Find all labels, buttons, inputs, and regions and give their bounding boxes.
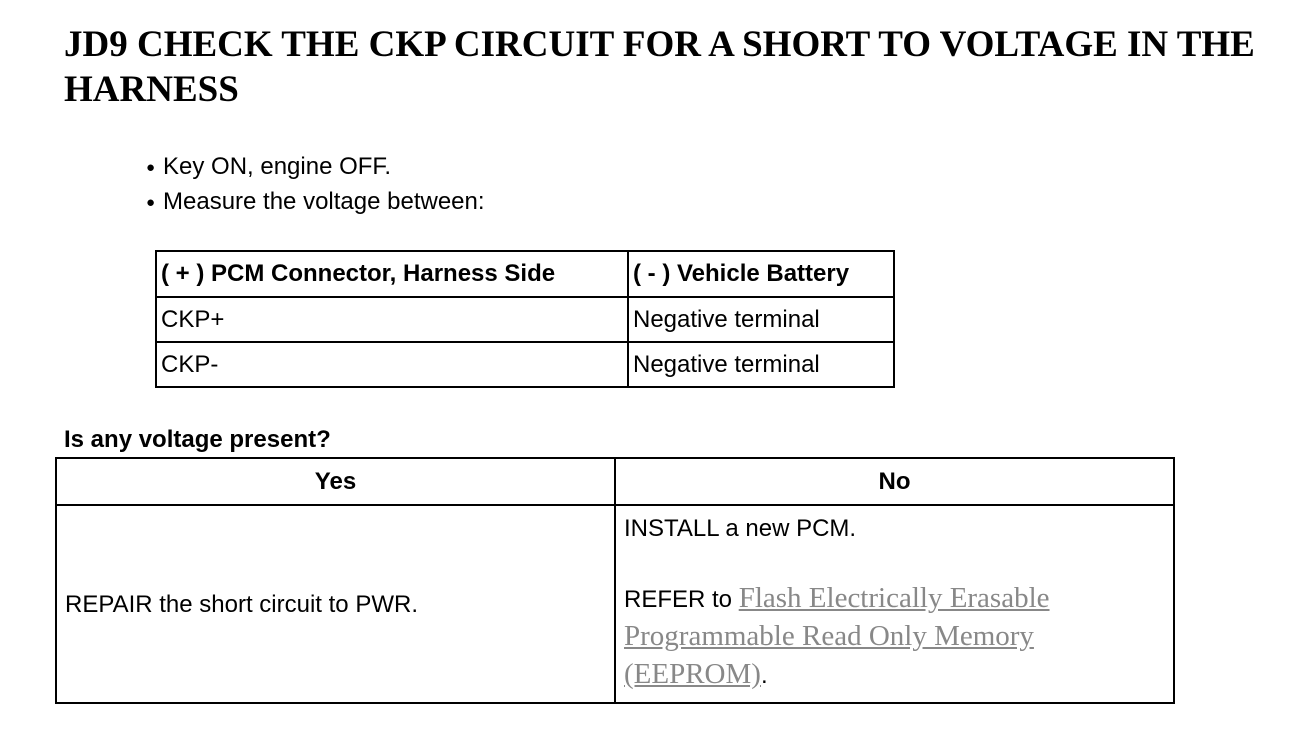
table-cell: CKP-: [156, 342, 628, 387]
step-text: Measure the voltage between:: [163, 188, 485, 215]
column-header: ( + ) PCM Connector, Harness Side: [156, 251, 628, 297]
bullet-icon: ●: [146, 159, 156, 176]
question-label: Is any voltage present?: [64, 426, 331, 453]
install-instruction: INSTALL a new PCM.: [624, 515, 857, 542]
table-cell: CKP+: [156, 297, 628, 342]
list-item: [146, 150, 485, 185]
column-header: ( - ) Vehicle Battery: [628, 251, 894, 297]
yes-header: Yes: [56, 458, 615, 505]
refer-suffix: .: [760, 662, 768, 689]
yes-cell: REPAIR the short circuit to PWR.: [56, 505, 615, 703]
refer-instruction: [624, 580, 1165, 694]
no-cell: [615, 505, 1174, 703]
bullet-icon: ●: [146, 194, 156, 211]
table-cell: Negative terminal: [628, 297, 894, 342]
step-text: Key ON, engine OFF.: [163, 153, 392, 180]
result-table: [55, 457, 1175, 704]
no-header: No: [615, 458, 1174, 505]
step-list: [146, 150, 485, 220]
table-row: [156, 297, 894, 342]
table-header-row: [156, 251, 894, 297]
list-item: [146, 185, 485, 220]
table-header-row: [56, 458, 1174, 505]
table-row: [56, 505, 1174, 703]
eeprom-procedure-link[interactable]: Flash Electrically Erasable Programmable Read Only Memory (EEPROM): [624, 582, 1050, 690]
refer-prefix: REFER to: [624, 586, 739, 613]
page-title: JD9 CHECK THE CKP CIRCUIT FOR A SHORT TO VOLTAGE IN THE HARNESS: [64, 24, 1255, 110]
table-cell: Negative terminal: [628, 342, 894, 387]
measurement-table: [155, 250, 895, 388]
table-row: [156, 342, 894, 387]
